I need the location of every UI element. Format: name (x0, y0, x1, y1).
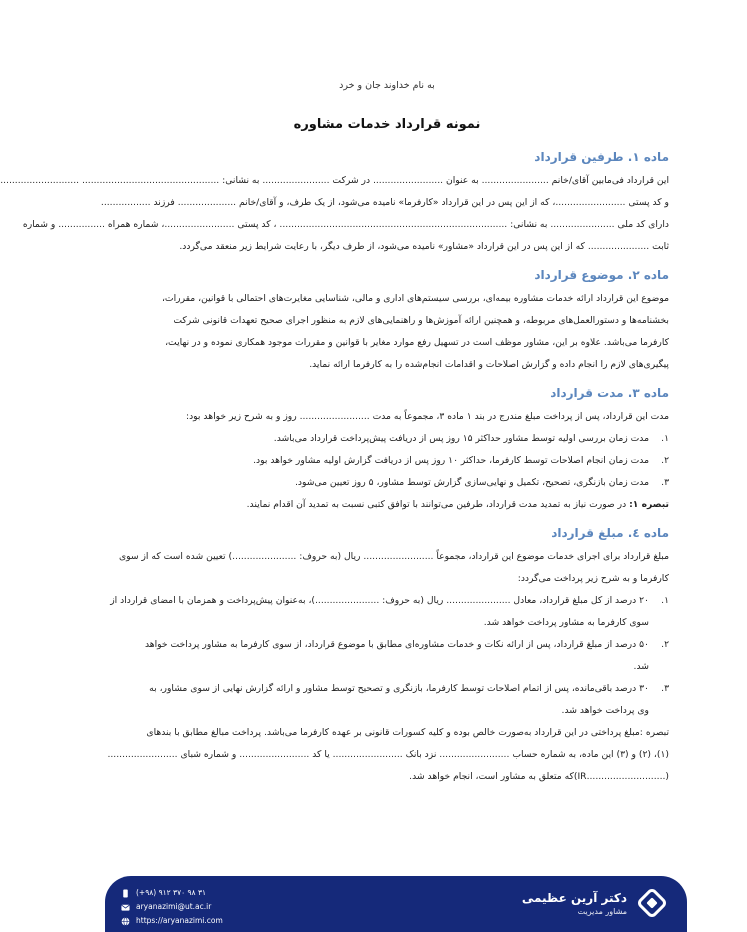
list-text-line: شد. (633, 661, 649, 672)
phone-text: (+۹۸) ۹۱۲ ۳۷۰ ۹۸ ۳۱ (136, 888, 207, 897)
list-number: ۲. (661, 455, 669, 466)
paragraph-line: کارفرما و به شرح زیر پرداخت می‌گردد: (517, 573, 669, 584)
document-body (0, 150, 669, 798)
paragraph-line: مدت این قرارداد، پس از پرداخت مبلغ مندرج در بند ۱ ماده ۳، مجموعاً به مدت ........................ روز و به شرح زیر خواهد بود: (186, 411, 669, 422)
list-item (104, 678, 669, 722)
note-text: در صورت نیاز به تمدید مدت قرارداد، طرفین می‌توانند با توافق کتبی نسبت به تمدید آن اقدام نمایند. (246, 499, 630, 510)
brand-logo-icon (635, 886, 669, 920)
list-text-line: وی پرداخت خواهد شد. (561, 705, 649, 716)
note-paragraph (104, 494, 669, 516)
note-line: تبصره :مبلغ پرداختی در این قرارداد به‌صورت خالص بوده و کلیه کسورات قانونی بر عهده کارفرما می‌باشد. پرداخت مبالغ مطابق با بندهای (146, 727, 669, 738)
paragraph-line: پیگیری‌های لازم را انجام داده و گزارش اصلاحات و اقدامات انجام‌شده را به کارفرما ارائه نماید. (309, 359, 669, 370)
contact-website[interactable] (121, 914, 223, 928)
paragraph-line: دارای کد ملی ...................... به نشانی: .............................................................................. ، کد پستی ........................، شماره همراه ................ و شماره (22, 219, 669, 230)
list-text: مدت زمان بازنگری، تصحیح، تکمیل و نهایی‌سازی گزارش توسط مشاور، ۵ روز تعیین می‌شود. (294, 477, 649, 488)
paragraph-line: ثابت ..................... که از این پس در این قرارداد «مشاور» نامیده می‌شود، از طرف دیگر، با رعایت شرایط زیر منعقد می‌گردد. (179, 241, 669, 252)
document-title: نمونه قرارداد خدمات مشاوره (293, 117, 481, 132)
consultant-name: دکتر آرین عظیمی (521, 890, 627, 905)
note-line: (۱)، (۲) و (۳) این ماده، به شماره حساب ........................ نزد بانک ........................ یا کد ........................ و شماره شبای ........................ (107, 749, 669, 760)
list-item (104, 428, 669, 450)
list-item (104, 634, 669, 678)
section-title: ماده ۱. طرفین قرارداد (534, 150, 669, 164)
section-title: ماده ۲. موضوع قرارداد (534, 268, 669, 282)
paragraph-line: این قرارداد فی‌مابین آقای/خانم ....................... به عنوان ........................ در شرکت ....................... به نشانی: ............................................... ........................... (0, 175, 669, 186)
list-text-line: سوی کارفرما به مشاور پرداخت خواهد شد. (483, 617, 649, 628)
list-text-line: ۵۰ درصد از مبلغ قرارداد، پس از ارائه نکات و خدمات مشاوره‌ای مطابق با موضوع قرارداد، از سوی کارفرما به مشاور پرداخت خواهد (144, 639, 649, 650)
globe-icon (121, 917, 130, 926)
duration-list (104, 428, 669, 494)
payment-list (104, 590, 669, 722)
section-title: ماده ٤. مبلغ قرارداد (551, 526, 669, 540)
brand-text (522, 891, 627, 916)
list-item (104, 590, 669, 634)
email-link[interactable]: aryanazimi@ut.ac.ir (136, 902, 212, 911)
list-text-line: ۲۰ درصد از کل مبلغ قرارداد، معادل ...................... ریال (به حروف: ......................)، به‌عنوان پیش‌پرداخت و همزمان با امضای قرارداد از (110, 595, 649, 606)
list-text: مدت زمان انجام اصلاحات توسط کارفرما، حداکثر ۱۰ روز پس از دریافت گزارش اولیه مشاور خواهد بود. (253, 455, 649, 466)
footer-brand (522, 886, 669, 920)
section-amount (104, 526, 669, 788)
list-text: مدت زمان بررسی اولیه توسط مشاور حداکثر ۱۵ روز پس از دریافت پیش‌پرداخت قرارداد می‌باشد. (273, 433, 649, 444)
list-number: ۳. (661, 683, 669, 694)
note-label: تبصره ۱: (629, 499, 669, 510)
website-link[interactable]: https://aryanazimi.com (136, 916, 223, 925)
list-item (104, 450, 669, 472)
footer-band (105, 876, 687, 932)
note-line: (...........................IR)که متعلق به مشاور است، انجام خواهد شد. (409, 771, 669, 782)
list-text-line: ۳۰ درصد باقی‌مانده، پس از اتمام اصلاحات توسط کارفرما، بازنگری و تصحیح توسط مشاور و ارائه گزارش نهایی از سوی مشاور، به (149, 683, 649, 694)
paragraph-line: بخشنامه‌ها و دستورالعمل‌های مربوطه، و همچنین ارائه آموزش‌ها و راهنمایی‌های لازم به منظور اجرای صحیح تعهدات قانونی شرکت (173, 315, 669, 326)
list-number: ۱. (661, 595, 669, 606)
paragraph-line: مبلغ قرارداد برای اجرای خدمات موضوع این قرارداد، مجموعاً ........................ ریال (به حروف: ......................) تعیین شده است که از سوی (118, 551, 669, 562)
contact-email[interactable] (121, 900, 223, 914)
contact-list (121, 886, 223, 928)
paragraph-line: کارفرما می‌باشد. علاوه بر این، مشاور موظف است در تسهیل رفع موارد مغایر با قوانین و مقررات موجود همکاری نموده و در نهایت، (165, 337, 669, 348)
section-title: ماده ۳. مدت قرارداد (550, 386, 669, 400)
paragraph-line: و کد پستی ........................، که از این پس در این قرارداد «کارفرما» نامیده می‌شود، از یک طرف، و آقای/خانم .................... فرزند ................. (100, 197, 669, 208)
section-parties (0, 150, 669, 258)
paragraph-line: موضوع این قرارداد ارائه خدمات مشاوره بیمه‌ای، بررسی سیستم‌های اداری و مالی، شناسایی مغایرت‌های احتمالی با قوانین، مقررات، (161, 293, 669, 304)
list-number: ۳. (661, 477, 669, 488)
mail-icon (121, 903, 130, 912)
contact-phone (121, 886, 223, 900)
section-subject (104, 268, 669, 376)
list-item (104, 472, 669, 494)
phone-icon (121, 889, 130, 898)
invocation-line: به نام خداوند جان و خرد (339, 80, 435, 91)
consultant-role: مشاور مدیریت (577, 906, 627, 916)
list-number: ۲. (661, 639, 669, 650)
section-duration (104, 386, 669, 516)
list-number: ۱. (661, 433, 669, 444)
